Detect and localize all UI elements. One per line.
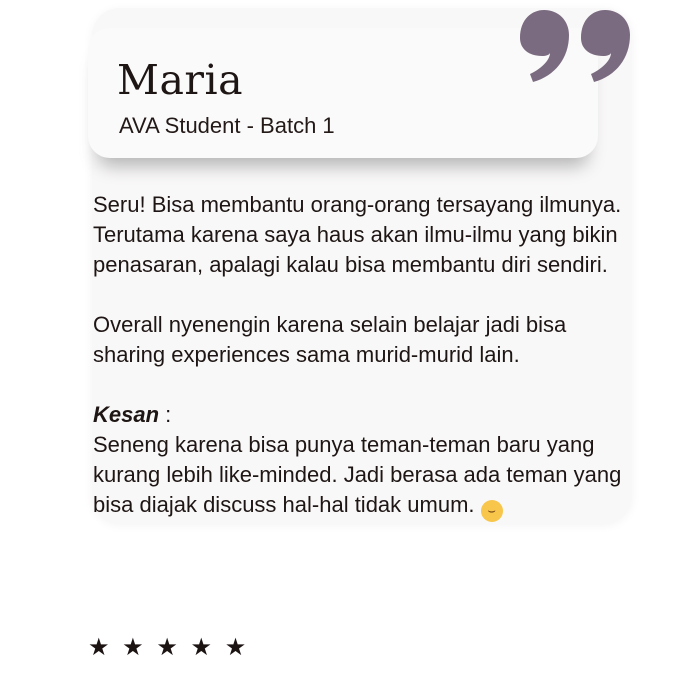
review-paragraph-1: Seru! Bisa membantu orang-orang tersayang ilmunya. Terutama karena saya haus akan ilmu-ilmu yang bikin penasaran, apalagi kalau bisa membantu diri sendiri. — [93, 192, 622, 277]
review-body — [93, 190, 633, 522]
paragraph-gap — [93, 280, 633, 310]
reviewer-subtitle: AVA Student - Batch 1 — [119, 113, 335, 138]
reviewer-name: Maria — [117, 56, 244, 104]
kesan-paragraph — [93, 430, 633, 522]
laughing-face-emoji: ⌣ — [481, 500, 503, 522]
kesan-heading — [93, 400, 633, 430]
star-rating: ★ ★ ★ ★ ★ — [88, 634, 250, 661]
kesan-text: Seneng karena bisa punya teman-teman baru yang kurang lebih like-minded. Jadi berasa ada teman yang bisa diajak discuss hal-hal tidak umum. — [93, 432, 622, 517]
closing-quote-icon — [515, 6, 635, 96]
kesan-label: Kesan — [93, 402, 160, 427]
kesan-separator: : — [159, 402, 172, 427]
paragraph-gap — [93, 370, 633, 400]
review-paragraph-2: Overall nyenengin karena selain belajar jadi bisa sharing experiences sama murid-murid lain. — [93, 312, 567, 367]
